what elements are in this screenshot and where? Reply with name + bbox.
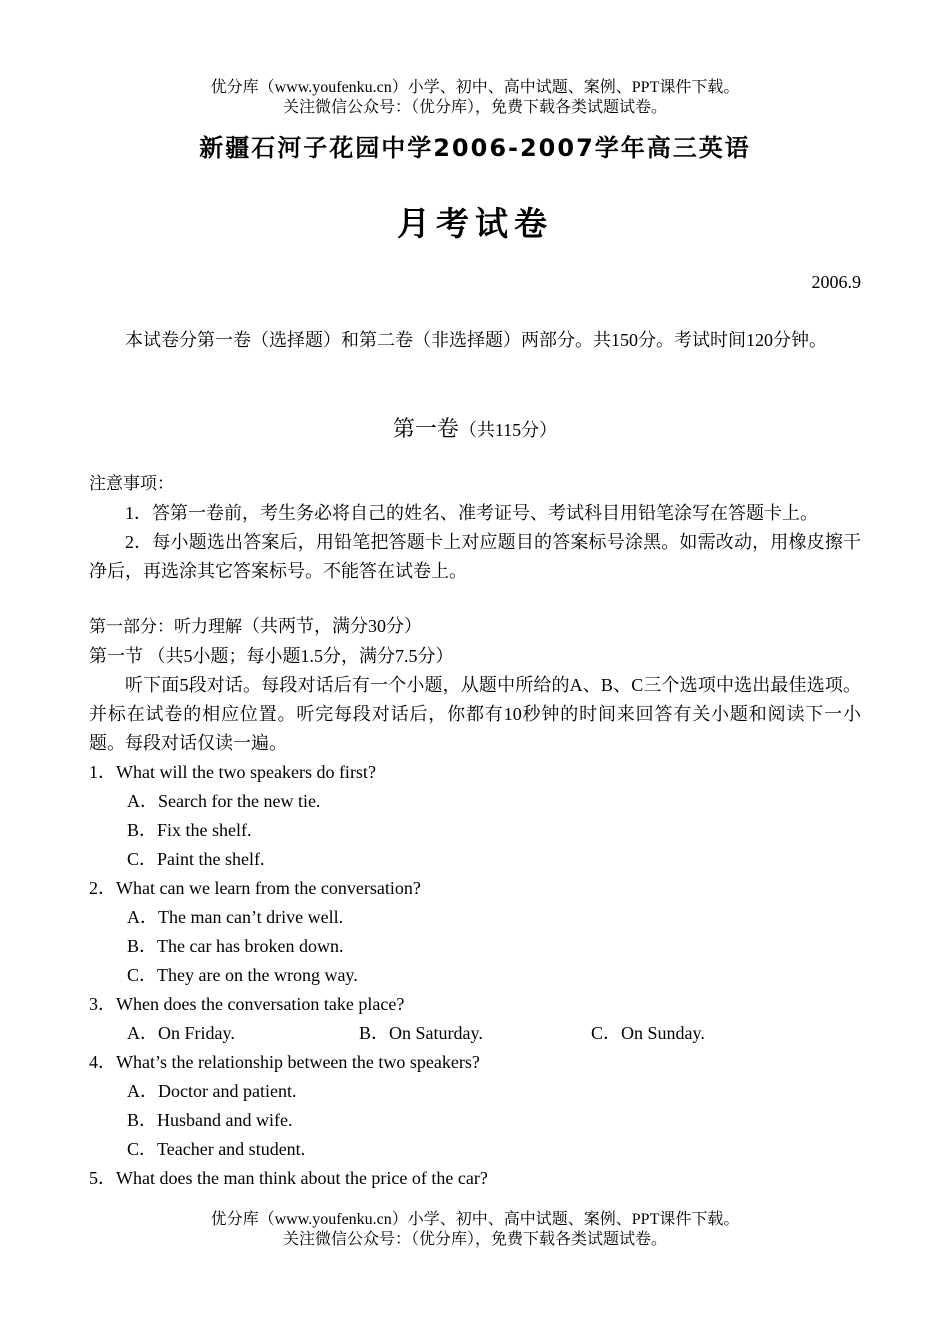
part1-title-note: （共两节，满分30分） — [242, 616, 422, 636]
question-2-option-b: B．The car has broken down. — [127, 936, 344, 956]
question-1: 1．What will the two speakers do first? — [89, 762, 376, 782]
question-2-option-a: A．The man can’t drive well. — [127, 907, 344, 927]
section-title: 第一卷 — [392, 416, 459, 441]
question-2-option-c: C．They are on the wrong way. — [127, 965, 358, 985]
notes-item-2: 2．每小题选出答案后，用铅笔把答题卡上对应题目的答案标号涂黑。如需改动，用橡皮擦干净后，再选涂其它答案标号。不能答在试卷上。 — [89, 532, 861, 581]
footer-line-2: 关注微信公众号：（优分库），免费下载各类试题试卷。 — [282, 1231, 667, 1248]
question-4-option-c: C．Teacher and student. — [127, 1139, 306, 1159]
question-3-option-b: B．On Saturday. — [359, 1023, 483, 1043]
question-1-option-c: C．Paint the shelf. — [127, 849, 265, 869]
question-3: 3．When does the conversation take place? — [89, 994, 405, 1014]
question-3-option-c: C．On Sunday. — [591, 1023, 705, 1043]
question-4-option-b: B．Husband and wife. — [127, 1110, 293, 1130]
part1-heading — [89, 612, 861, 642]
question-4: 4．What’s the relationship between the two speakers? — [89, 1052, 480, 1072]
question-2: 2．What can we learn from the conversation? — [89, 878, 421, 898]
part1-instructions: 听下面5段对话。每段对话后有一个小题，从题中所给的A、B、C三个选项中选出最佳选项。并标在试卷的相应位置。听完每段对话后，你都有10秒钟的时间来回答有关小题和阅读下一小题。每段对话仅读一遍。 — [89, 675, 861, 753]
notes-label: 注意事项： — [89, 474, 174, 494]
spacer — [89, 586, 861, 612]
footer-line-1: 优分库（www.youfenku.cn）小学、初中、高中试题、案例、PPT课件下载。 — [210, 1211, 740, 1228]
question-1-option-b: B．Fix the shelf. — [127, 820, 252, 840]
section-heading — [0, 412, 950, 443]
page-header — [0, 78, 950, 118]
question-3-options — [89, 1019, 861, 1048]
exam-subtitle: 月考试卷 — [397, 204, 553, 243]
part1-section1: 第一节 （共5小题；每小题1.5分，满分7.5分） — [89, 646, 454, 666]
part1-title: 第一部分：听力理解 — [89, 617, 242, 637]
header-line-2: 关注微信公众号：（优分库），免费下载各类试题试卷。 — [282, 99, 667, 116]
question-1-option-a: A．Search for the new tie. — [127, 791, 321, 811]
exam-body — [89, 470, 861, 1193]
exam-date: 2006.9 — [811, 272, 861, 292]
question-3-option-a: A．On Friday. — [127, 1023, 235, 1043]
intro-paragraph — [89, 326, 861, 355]
question-5: 5．What does the man think about the price of the car? — [89, 1168, 488, 1188]
notes-item-1: 1．答第一卷前，考生务必将自己的姓名、准考证号、考试科目用铅笔涂写在答题卡上。 — [125, 503, 818, 523]
header-line-1: 优分库（www.youfenku.cn）小学、初中、高中试题、案例、PPT课件下载。 — [210, 79, 740, 96]
section-score: （共115分） — [458, 420, 558, 440]
question-4-option-a: A．Doctor and patient. — [127, 1081, 297, 1101]
exam-title: 新疆石河子花园中学2006-2007学年高三英语 — [199, 134, 751, 162]
intro-text: 本试卷分第一卷（选择题）和第二卷（非选择题）两部分。共150分。考试时间120分钟。 — [125, 330, 827, 350]
page-footer — [0, 1210, 950, 1250]
